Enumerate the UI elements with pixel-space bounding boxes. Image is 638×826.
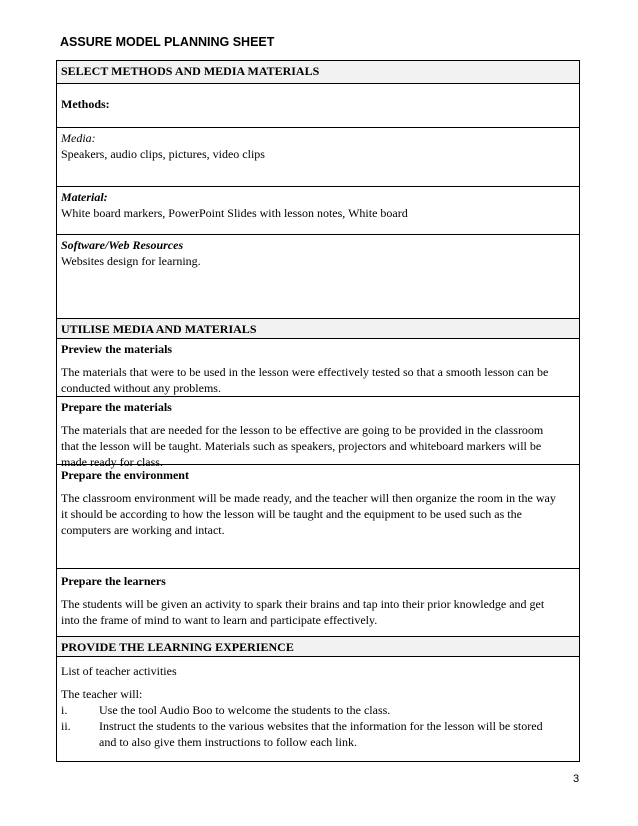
prepare-environment-text-line: computers are working and intact. — [61, 523, 225, 537]
utilise-header-text: UTILISE MEDIA AND MATERIALS — [61, 322, 257, 336]
select-header-text: SELECT METHODS AND MEDIA MATERIALS — [61, 64, 320, 78]
page-number: 3 — [573, 773, 580, 785]
list-item-number: ii. — [61, 719, 71, 733]
methods-row — [57, 84, 579, 128]
preview-materials-row — [57, 339, 579, 397]
media-text: Speakers, audio clips, pictures, video clips — [61, 147, 265, 161]
section-header-utilise — [57, 319, 579, 339]
prepare-learners-label: Prepare the learners — [61, 574, 166, 588]
list-item-text: and to also give them instructions to follow each link. — [99, 735, 357, 749]
section-header-select — [57, 61, 579, 84]
material-row — [57, 187, 579, 235]
prepare-environment-text-line: it should be according to how the lesson will be taught and the equipment to be used such as the — [61, 507, 522, 521]
prepare-environment-label: Prepare the environment — [61, 468, 189, 482]
provide-header-text: PROVIDE THE LEARNING EXPERIENCE — [61, 640, 294, 654]
resources-row — [57, 235, 579, 319]
list-item — [61, 702, 575, 718]
list-item — [61, 718, 575, 734]
media-row — [57, 128, 579, 187]
activities-intro: List of teacher activities — [61, 664, 177, 678]
prepare-learners-row — [57, 569, 579, 637]
list-item-number: i. — [61, 703, 68, 717]
prepare-materials-text-line: that the lesson will be taught. Materials such as speakers, projectors and whiteboard markers will be — [61, 439, 542, 453]
resources-text: Websites design for learning. — [61, 254, 201, 268]
prepare-environment-text-line: The classroom environment will be made ready, and the teacher will then organize the room in the way — [61, 491, 556, 505]
prepare-materials-label: Prepare the materials — [61, 400, 172, 414]
preview-text-line: conducted without any problems. — [61, 381, 221, 395]
preview-label: Preview the materials — [61, 342, 173, 356]
prepare-environment-row — [57, 465, 579, 569]
prepare-materials-text-line: The materials that are needed for the lesson to be effective are going to be provided in the classroom — [61, 423, 544, 437]
media-label: Media: — [61, 131, 96, 145]
resources-label: Software/Web Resources — [61, 238, 184, 252]
teacher-will-text: The teacher will: — [61, 687, 143, 701]
document-title: ASSURE MODEL PLANNING SHEET — [60, 35, 275, 49]
list-item-text: Instruct the students to the various websites that the information for the lesson will be stored — [99, 719, 543, 733]
material-label: Material: — [61, 190, 108, 204]
learning-experience-row — [57, 657, 579, 761]
methods-label: Methods: — [61, 97, 110, 111]
section-header-provide — [57, 637, 579, 657]
list-item-text: Use the tool Audio Boo to welcome the students to the class. — [99, 703, 391, 717]
list-item-continuation — [61, 734, 575, 750]
prepare-learners-text-line: The students will be given an activity to spark their brains and tap into their prior knowledge and get — [61, 597, 545, 611]
prepare-materials-text-line: made ready for class. — [61, 455, 163, 469]
prepare-materials-row — [57, 397, 579, 469]
material-text: White board markers, PowerPoint Slides with lesson notes, White board — [61, 206, 408, 220]
preview-text-line: The materials that were to be used in the lesson were effectively tested so that a smooth lesson can be — [61, 365, 549, 379]
planning-table — [56, 60, 580, 762]
prepare-learners-text-line: into the frame of mind to want to learn and participate effectively. — [61, 613, 378, 627]
